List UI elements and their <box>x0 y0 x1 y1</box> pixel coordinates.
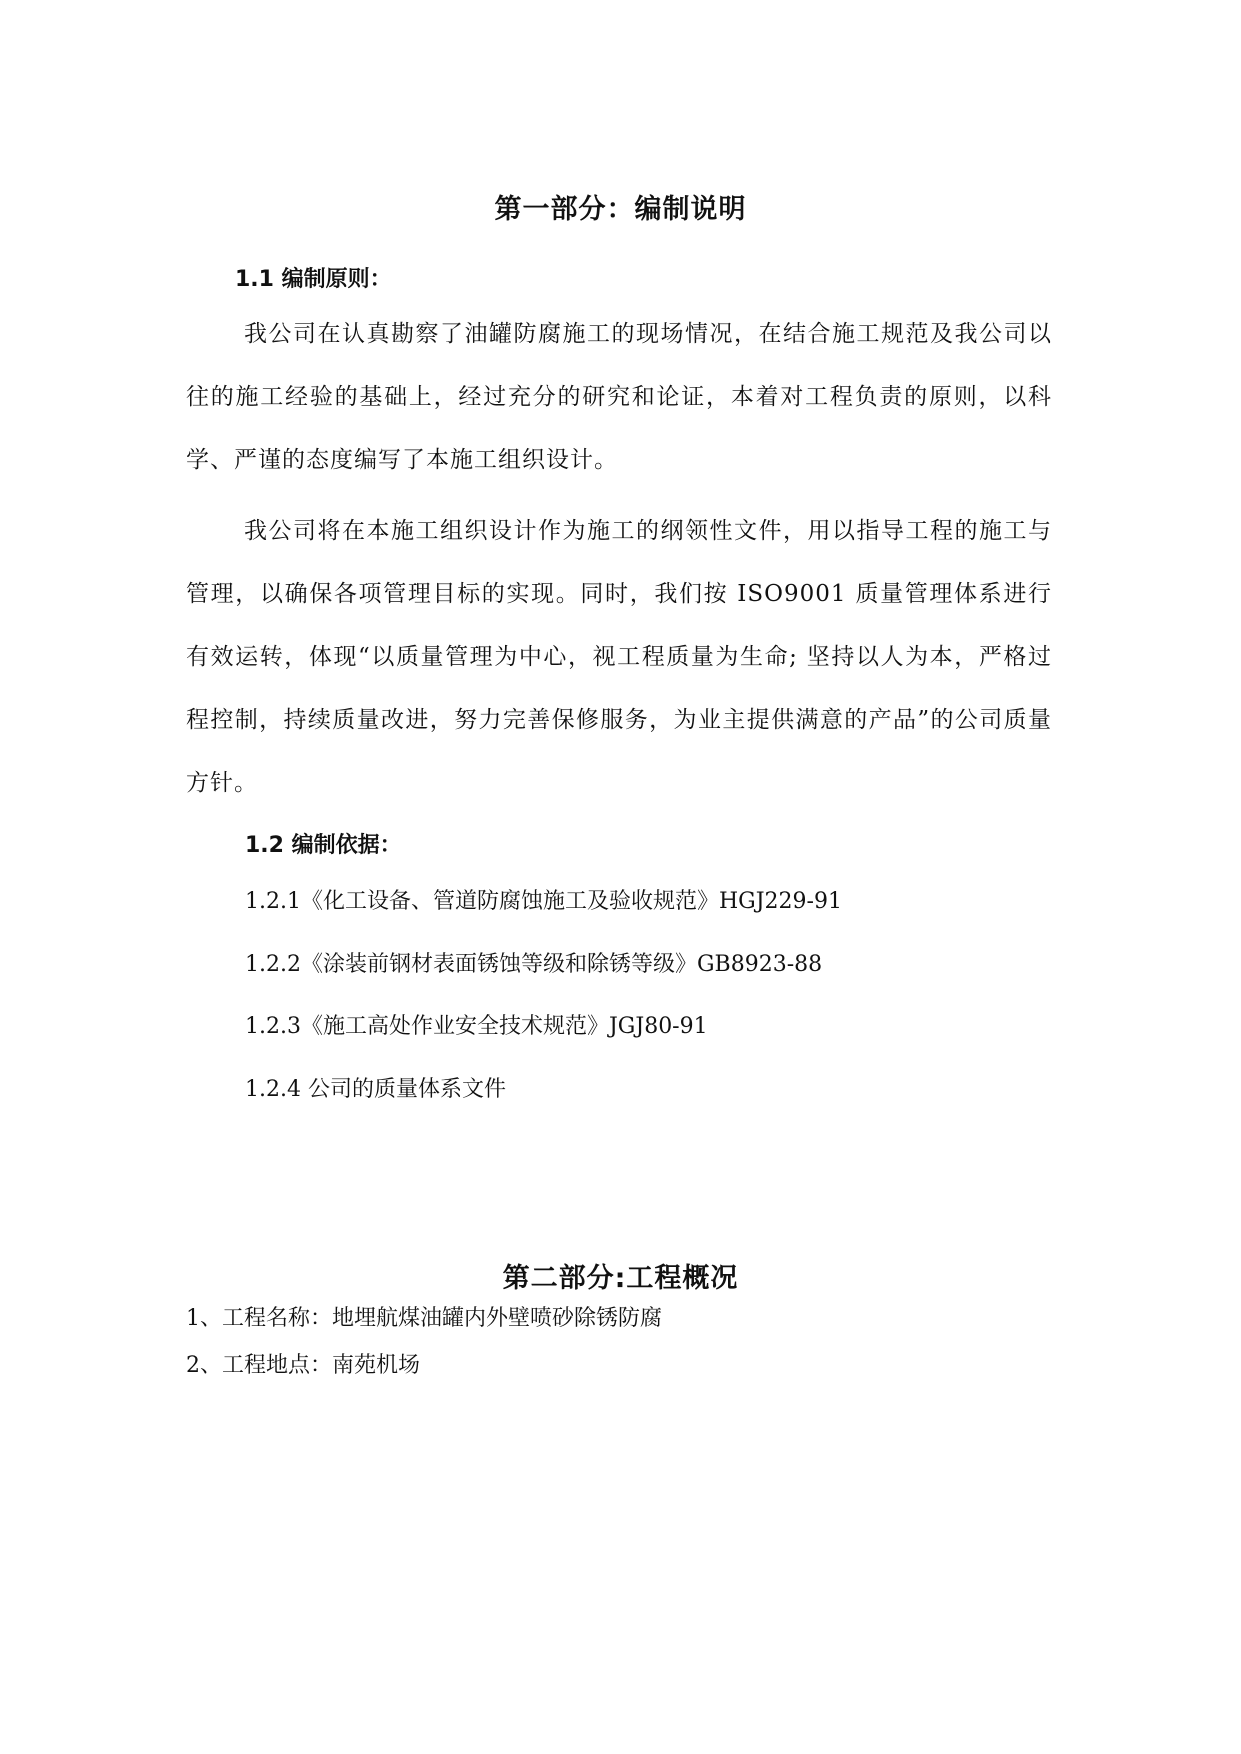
project-name-item: 1、工程名称：地埋航煤油罐内外壁喷砂除锈防腐 <box>186 1306 662 1331</box>
principles-paragraph-1: 我公司在认真勘察了油罐防腐施工的现场情况，在结合施工规范及我公司以往的施工经验的基础上，经过充分的研究和论证，本着对工程负责的原则，以科学、严谨的态度编写了本施工组织设计。 <box>186 321 1052 473</box>
section-heading-basis: 1.2 编制依据： <box>245 833 402 858</box>
part2-title: 第二部分:工程概况 <box>502 1263 739 1294</box>
basis-item: 1.2.1《化工设备、管道防腐蚀施工及验收规范》HGJ229-91 <box>245 889 842 914</box>
project-location-item: 2、工程地点：南苑机场 <box>186 1353 420 1378</box>
basis-item: 1.2.2《涂装前钢材表面锈蚀等级和除锈等级》GB8923-88 <box>245 952 823 977</box>
principles-paragraph-2: 我公司将在本施工组织设计作为施工的纲领性文件，用以指导工程的施工与管理，以确保各项管理目标的实现。同时，我们按 ISO9001 质量管理体系进行有效运转，体现“以质量管理为中心，视工程质量为生命; 坚持以人为本，严格过程控制，持续质量改进，努力完善保修服务，为业主提供满意的产品”的公司质量方针。 <box>186 518 1052 796</box>
basis-item: 1.2.4 公司的质量体系文件 <box>245 1077 506 1102</box>
basis-item: 1.2.3《施工高处作业安全技术规范》JGJ80-91 <box>245 1014 708 1039</box>
section-heading-principles: 1.1 编制原则： <box>235 267 392 292</box>
part1-title: 第一部分：编制说明 <box>494 194 747 225</box>
